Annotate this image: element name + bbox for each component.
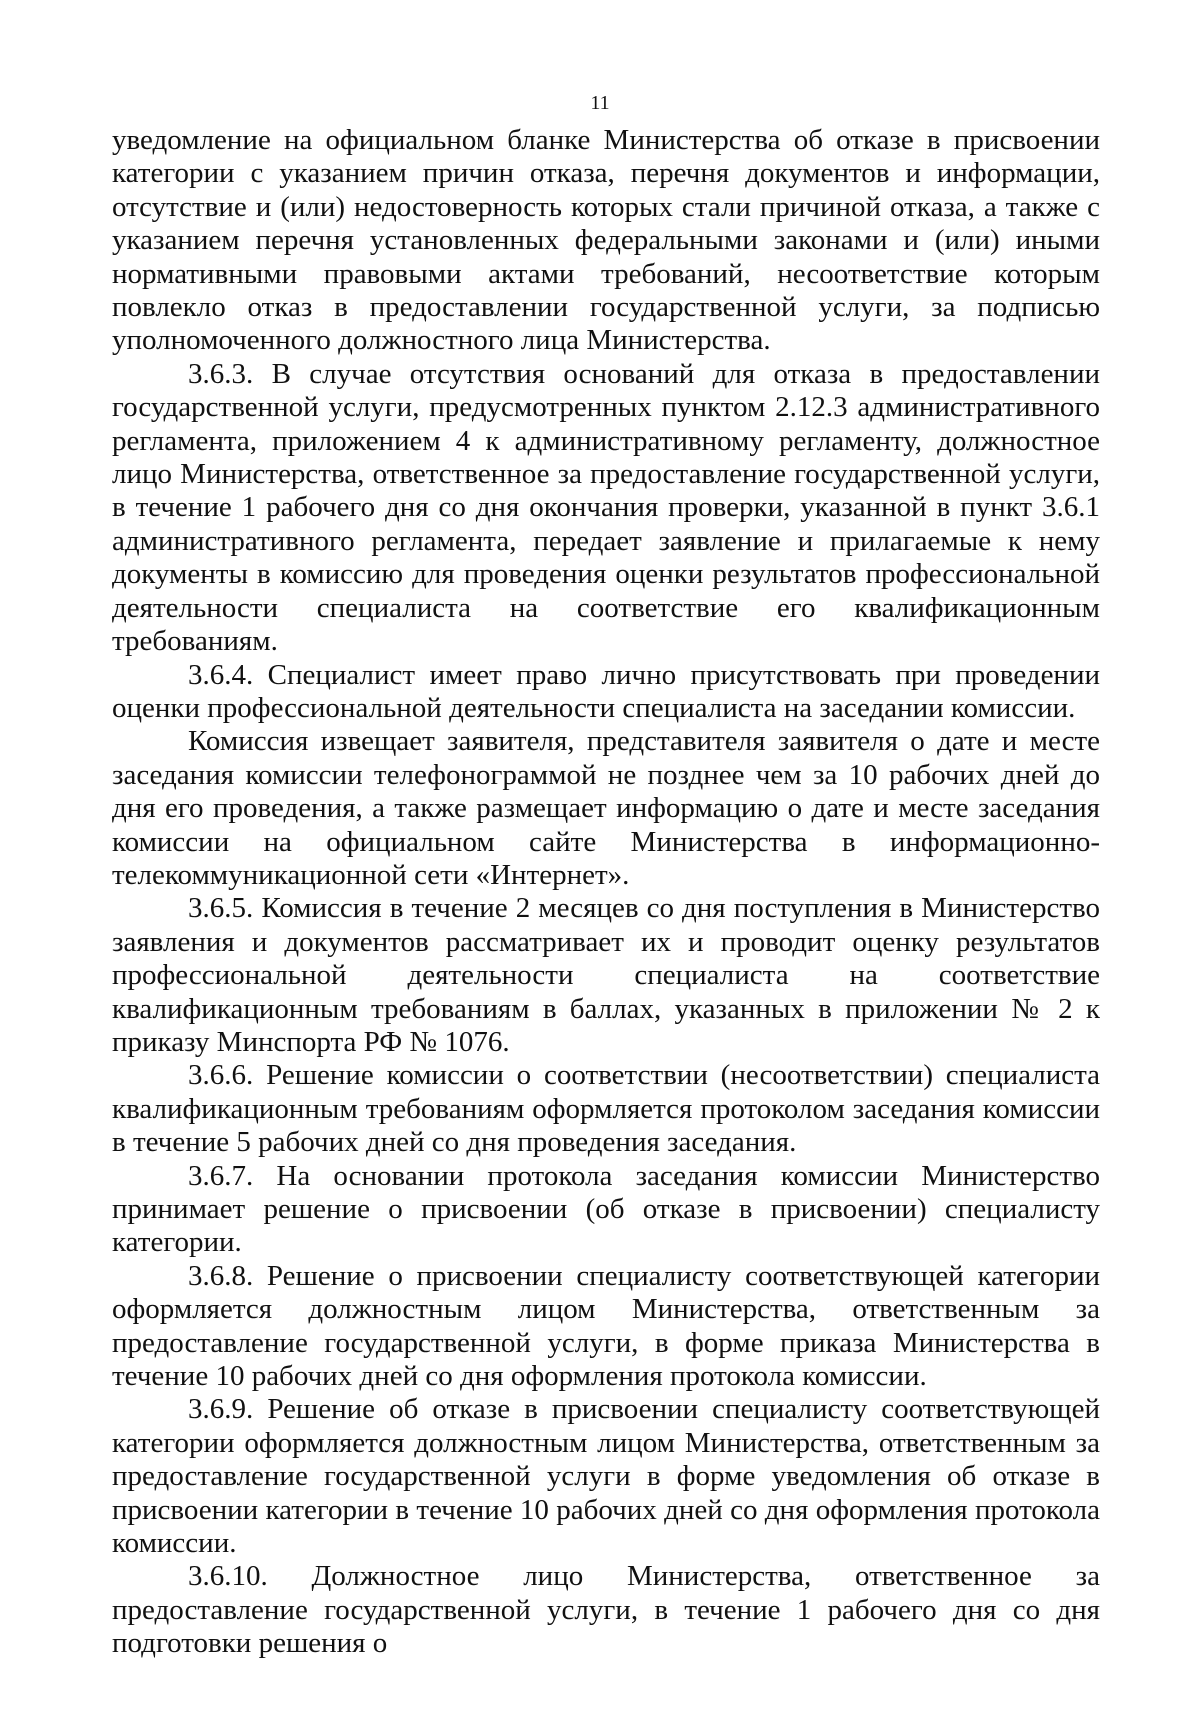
paragraph-3-6-7: 3.6.7. На основании протокола заседания комиссии Министерство принимает решение о присвоении (об отказе в присвоении) специалисту категории. (112, 1159, 1100, 1259)
paragraph-3-6-10: 3.6.10. Должностное лицо Министерства, ответственное за предоставление государственной услуги, в течение 1 рабочего дня со дня подготовки решения о (112, 1560, 1100, 1660)
paragraph-continuation: уведомление на официальном бланке Министерства об отказе в присвоении категории с указанием причин отказа, перечня документов и информации, отсутствие и (или) недостоверность которых стали причиной отказа, а также с указанием перечня установленных федеральными законами и (или) иными нормативными правовыми актами требований, несоответствие которым повлекло отказ в предоставлении государственной услуги, за подписью уполномоченного должностного лица Министерства. (112, 124, 1100, 357)
paragraph-3-6-6: 3.6.6. Решение комиссии о соответствии (несоответствии) специалиста квалификационным требованиям оформляется протоколом заседания комиссии в течение 5 рабочих дней со дня проведения заседания. (112, 1059, 1100, 1159)
paragraph-commission-notice: Комиссия извещает заявителя, представителя заявителя о дате и месте заседания комиссии телефонограммой не позднее чем за 10 рабочих дней до дня его проведения, а также размещает информацию о дате и месте заседания комиссии на официальном сайте Министерства в информационно-телекоммуникационной сети «Интернет». (112, 725, 1100, 891)
paragraph-3-6-4: 3.6.4. Специалист имеет право лично присутствовать при проведении оценки профессиональной деятельности специалиста на заседании комиссии. (112, 658, 1100, 724)
page-number: 11 (590, 92, 610, 114)
paragraph-3-6-9: 3.6.9. Решение об отказе в присвоении специалисту соответствующей категории оформляется должностным лицом Министерства, ответственным за предоставление государственной услуги в форме уведомления об отказе в присвоении категории в течение 10 рабочих дней со дня оформления протокола комиссии. (112, 1393, 1100, 1560)
paragraph-3-6-5: 3.6.5. Комиссия в течение 2 месяцев со дня поступления в Министерство заявления и документов рассматривает их и проводит оценку результатов профессиональной деятельности специалиста на соответствие квалификационным требованиям в баллах, указанных в приложении № 2 к приказу Минспорта РФ № 1076. (112, 892, 1100, 1058)
paragraph-3-6-8: 3.6.8. Решение о присвоении специалисту соответствующей категории оформляется должностным лицом Министерства, ответственным за предоставление государственной услуги, в форме приказа Министерства в течение 10 рабочих дней со дня оформления протокола комиссии. (112, 1259, 1100, 1393)
paragraph-3-6-3: 3.6.3. В случае отсутствия оснований для отказа в предоставлении государственной услуги, предусмотренных пунктом 2.12.3 административного регламента, приложением 4 к административному регламенту, должностное лицо Министерства, ответственное за предоставление государственной услуги, в течение 1 рабочего дня со дня окончания проверки, указанной в пункт 3.6.1 административного регламента, передает заявление и прилагаемые к нему документы в комиссию для проведения оценки результатов профессиональной деятельности специалиста на соответствие его квалификационным требованиям. (112, 357, 1100, 658)
document-body (112, 124, 1100, 1661)
